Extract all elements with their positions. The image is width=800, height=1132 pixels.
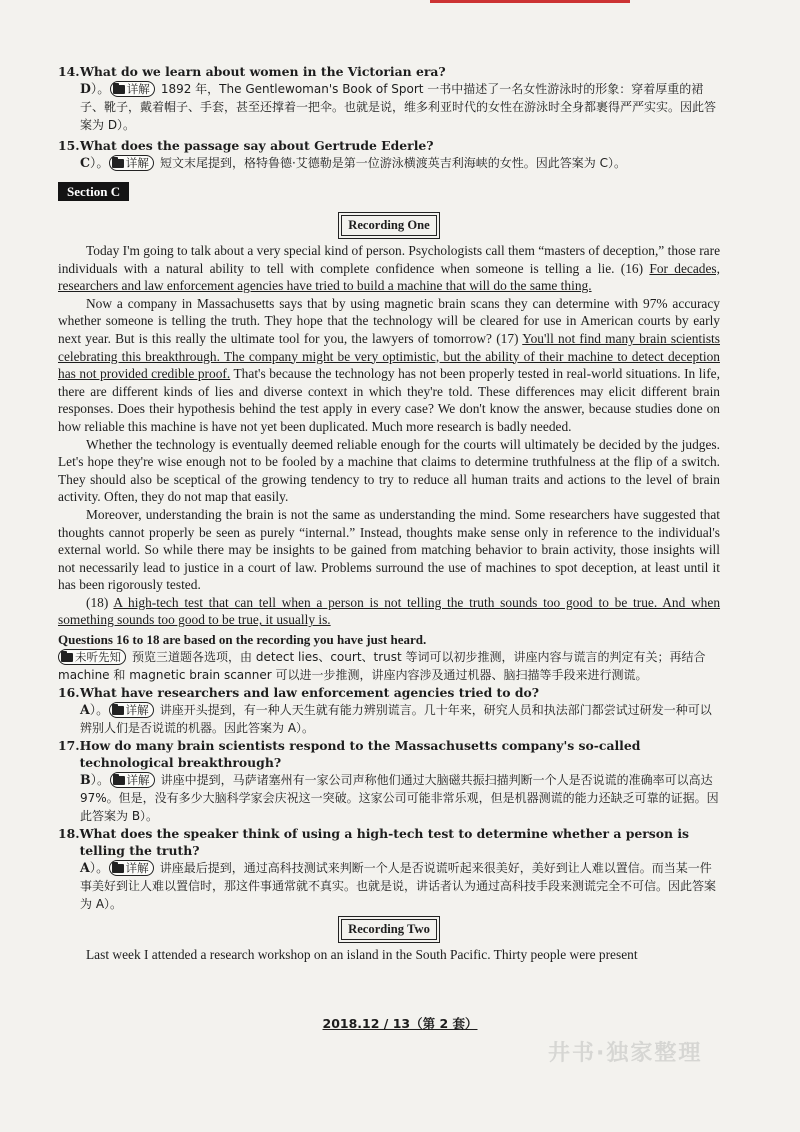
question-text: What have researchers and law enforcement agencies tried to do? xyxy=(80,685,540,701)
recording-one-title: Recording One xyxy=(341,215,437,236)
answer-letter: A xyxy=(80,860,90,876)
answer-block xyxy=(58,701,720,737)
folder-icon xyxy=(113,85,125,94)
tag-label: 详解 xyxy=(126,82,150,96)
tag-label: 详解 xyxy=(125,156,149,170)
underlined-answer-text: For decades, researchers and law enforcement agencies have tried to build a machine that will do the same thing. xyxy=(58,260,720,294)
underlined-answer-text: You'll not find many brain scientists celebrating this breakthrough. The company might be very optimistic, but the ability of their machine to detect deception has not provided credible proof. xyxy=(58,330,720,382)
answer-letter: B xyxy=(80,772,91,788)
explanation-text: 讲座中提到，马萨诸塞州有一家公司声称他们通过大脑磁共振扫描判断一个人是否说谎的准确率可以高达 97%。但是，没有多少大脑科学家会庆祝这一突破。这家公司可能非常乐观，但是机器测谎的能力还缺乏可靠的证据。因此答案为 B）。 xyxy=(80,773,719,824)
answer-block xyxy=(58,80,720,134)
folder-icon xyxy=(112,864,124,873)
top-edge-mark xyxy=(430,0,630,3)
folder-icon xyxy=(112,706,124,715)
preview-block xyxy=(58,648,720,684)
paragraph-text: Now a company in Massachusetts says that by using magnetic brain scans they can determine with 97% accuracy whether someone is telling the truth. They hope that the technology will be cleared for use in American courts by early next year. But is this really the ultimate tool for you, the lawyers of tomorrow? (17) xyxy=(58,295,720,346)
explanation-tag xyxy=(109,860,154,876)
tag-label: 未听先知 xyxy=(75,650,121,665)
question-number: 15. xyxy=(58,138,80,153)
questions-prelude: Questions 16 to 18 are based on the recording you have just heard. xyxy=(58,632,427,648)
section-c-label: Section C xyxy=(58,182,129,201)
paragraph-text: (18) xyxy=(86,594,114,610)
recording-one-paragraph-3: Whether the technology is eventually deemed reliable enough for the courts will ultimately be decided by the judges. Let's hope they're wise enough not to be fooled by a machine that claims to determine truthfulness at the flip of a switch. They should also be sceptical of the growing tendency to try to reduce all human traits and actions to the level of brain activity. Often, they do not map that easily. xyxy=(58,436,720,505)
explanation-text: 短文末尾提到，格特鲁德·艾德勒是第一位游泳横渡英吉利海峡的女性。因此答案为 C）。 xyxy=(159,156,626,170)
tag-label: 详解 xyxy=(126,773,150,788)
answer-separator: ）。 xyxy=(89,702,109,718)
recording-two-title: Recording Two xyxy=(341,919,437,940)
explanation-tag xyxy=(109,702,154,718)
question-number: 16. xyxy=(58,685,80,701)
preview-tag xyxy=(58,649,126,665)
recording-one-paragraph-2 xyxy=(58,295,720,436)
question-number: 18. xyxy=(58,826,80,842)
question-text: What do we learn about women in the Victorian era? xyxy=(80,64,446,79)
answer-separator: ）。 xyxy=(90,155,109,170)
underlined-answer-text: A high-tech test that can tell when a person is not telling the truth sounds too good to be true. And when something sounds too good to be true, it usually is. xyxy=(58,594,721,628)
answer-separator: ）。 xyxy=(90,81,110,96)
question-16 xyxy=(58,684,720,737)
answer-separator: ）。 xyxy=(89,860,109,876)
question-17 xyxy=(58,737,720,825)
question-text: What does the speaker think of using a high-tech test to determine whether a person is telling the truth? xyxy=(79,826,690,859)
explanation-text: 讲座开头提到，有一种人天生就有能力辨别谎言。几十年来，研究人员和执法部门都尝试过研发一种可以辨别人们是否说谎的机器。因此答案为 A）。 xyxy=(80,703,712,736)
preview-text: 预览三道题各选项，由 detect lies、court、trust 等词可以初步推测，讲座内容与谎言的判定有关；再结合 machine 和 magnetic brain scanner 可以进一步推测，讲座内容涉及通过机器、脑扫描等手段来进行测谎。 xyxy=(58,650,706,683)
answer-letter: A xyxy=(80,702,90,718)
folder-icon xyxy=(61,653,73,662)
paragraph-text: Today I'm going to talk about a very special kind of person. Psychologists call them “masters of deception,” those rare individuals with a natural ability to tell with complete confidence when someone is telling a lie. (16) xyxy=(58,243,721,276)
paragraph-text: That's because the technology has not been properly tested in real-world situations. In life, there are different kinds of lies and diverse context in which they're told. These differences may elicit different brain responses. Does their hypothesis behind the test apply in every case? We don't know the answer, because studies done on how reliable this machine is have not yet been duplicated. Much more research is badly needed. xyxy=(58,366,720,434)
recording-two-paragraph-1: Last week I attended a research workshop on an island in the South Pacific. Thirty people were present xyxy=(86,947,638,963)
explanation-text: 讲座最后提到，通过高科技测试来判断一个人是否说谎听起来很美好，美好到让人难以置信。而当某一件事美好到让人难以置信时，那这件事通常就不真实。也就是说，讲话者认为通过高科技手段来测谎完全不可信。因此答案为 A）。 xyxy=(80,861,717,912)
recording-one-paragraph-4: Moreover, understanding the brain is not the same as understanding the mind. Some researchers have suggested that thoughts cannot properly be seen as purely “internal.” Instead, thoughts make sense only in reference to the individual's external world. So while there may be insights to be gained from matching behavior to brain activity, those insights will not necessarily lead to justice in a court of law. Problems surround the use of machines to spot deception, at least until it has been rigorously tested. xyxy=(58,506,720,593)
answer-block xyxy=(58,771,720,825)
page-footer: 2018.12 / 13（第 2 套） xyxy=(322,1016,478,1031)
explanation-tag xyxy=(110,772,155,788)
explanation-tag xyxy=(110,81,155,97)
question-15 xyxy=(58,137,720,172)
question-number: 17. xyxy=(58,738,80,754)
answer-block xyxy=(58,859,720,913)
question-text: What does the passage say about Gertrude Ederle? xyxy=(80,138,434,153)
recording-one-paragraph-1 xyxy=(58,242,720,295)
question-14 xyxy=(58,63,720,134)
folder-icon xyxy=(113,776,125,785)
question-18 xyxy=(58,825,720,913)
document-page xyxy=(58,60,720,964)
question-number: 14. xyxy=(58,64,80,79)
answer-separator: ）。 xyxy=(90,772,110,788)
tag-label: 详解 xyxy=(125,861,149,876)
explanation-tag xyxy=(109,155,154,171)
explanation-text: 1892 年，The Gentlewoman's Book of Sport 一书中描述了一名女性游泳时的形象：穿着厚重的裙子、靴子，戴着帽子、手套，甚至还撑着一把伞。也就是说，维多利亚时代的女性在游泳时全身都裹得严严实实。因此答案为 D）。 xyxy=(80,82,717,132)
answer-letter: D xyxy=(80,81,91,96)
answer-letter: C xyxy=(80,155,91,170)
watermark: 井书·独家整理 xyxy=(548,1041,703,1066)
tag-label: 详解 xyxy=(125,703,149,718)
answer-block xyxy=(58,154,720,172)
folder-icon xyxy=(112,159,124,168)
recording-one-paragraph-5 xyxy=(58,594,720,629)
question-text: How do many brain scientists respond to the Massachusetts company's so-called technological breakthrough? xyxy=(79,738,641,771)
